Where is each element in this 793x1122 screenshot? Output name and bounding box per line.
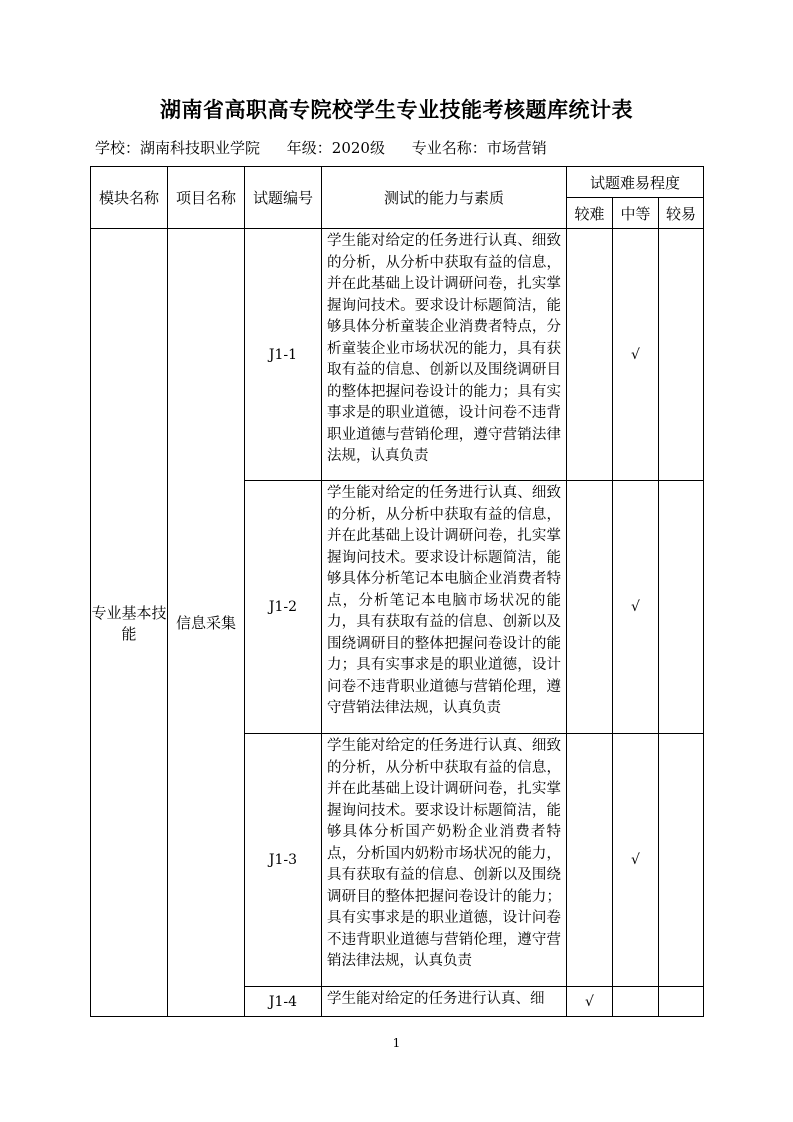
school-label: 学校：湖南科技职业学院	[95, 139, 261, 157]
hard-mark	[567, 229, 613, 481]
hard-mark	[567, 734, 613, 987]
medium-mark: √	[613, 734, 659, 987]
question-code: J1-4	[245, 987, 322, 1017]
easy-mark	[659, 229, 704, 481]
header-module: 模块名称	[91, 167, 168, 229]
question-bank-table	[90, 166, 704, 1017]
question-code: J1-1	[245, 229, 322, 481]
table-row	[91, 229, 704, 481]
header-medium: 中等	[613, 198, 659, 229]
document-meta	[95, 137, 569, 158]
grade-label: 年级：2020级	[286, 139, 385, 157]
hard-mark: √	[567, 987, 613, 1017]
question-code: J1-2	[245, 481, 322, 734]
easy-mark	[659, 734, 704, 987]
header-difficulty: 试题难易程度	[567, 167, 704, 198]
header-ability: 测试的能力与素质	[322, 167, 567, 229]
easy-mark	[659, 481, 704, 734]
project-name-cell: 信息采集	[168, 229, 245, 1017]
header-project: 项目名称	[168, 167, 245, 229]
ability-description: 学生能对给定的任务进行认真、细致的分析，从分析中获取有益的信息，并在此基础上设计调研问卷，扎实掌握询问技术。要求设计标题简洁，能够具体分析国产奶粉企业消费者特点，分析国内奶粉市场状况的能力，具有获取有益的信息、创新以及围绕调研目的整体把握问卷设计的能力；具有实事求是的职业道德，设计问卷不违背职业道德与营销伦理，遵守营销法律法规，认真负责	[322, 734, 567, 987]
ability-description: 学生能对给定的任务进行认真、细致的分析，从分析中获取有益的信息，并在此基础上设计调研问卷，扎实掌握询问技术。要求设计标题简洁，能够具体分析童装企业消费者特点，分析童装企业市场状况的能力，具有获取有益的信息、创新以及围绕调研目的整体把握问卷设计的能力；具有实事求是的职业道德，设计问卷不违背职业道德与营销伦理，遵守营销法律法规，认真负责	[322, 229, 567, 481]
medium-mark	[613, 987, 659, 1017]
ability-description: 学生能对给定的任务进行认真、细	[322, 987, 567, 1017]
header-code: 试题编号	[245, 167, 322, 229]
page-number: 1	[392, 1036, 401, 1050]
major-label: 专业名称：市场营销	[411, 139, 547, 157]
medium-mark: √	[613, 481, 659, 734]
hard-mark	[567, 481, 613, 734]
header-easy: 较易	[659, 198, 704, 229]
question-code: J1-3	[245, 734, 322, 987]
header-hard: 较难	[567, 198, 613, 229]
medium-mark: √	[613, 229, 659, 481]
ability-description: 学生能对给定的任务进行认真、细致的分析，从分析中获取有益的信息，并在此基础上设计调研问卷，扎实掌握询问技术。要求设计标题简洁，能够具体分析笔记本电脑企业消费者特点，分析笔记本电脑市场状况的能力，具有获取有益的信息、创新以及围绕调研目的整体把握问卷设计的能力；具有实事求是的职业道德，设计问卷不违背职业道德与营销伦理，遵守营销法律法规，认真负责	[322, 481, 567, 734]
easy-mark	[659, 987, 704, 1017]
page-title: 湖南省高职高专院校学生专业技能考核题库统计表	[160, 98, 633, 122]
module-name-cell: 专业基本技能	[91, 229, 168, 1017]
